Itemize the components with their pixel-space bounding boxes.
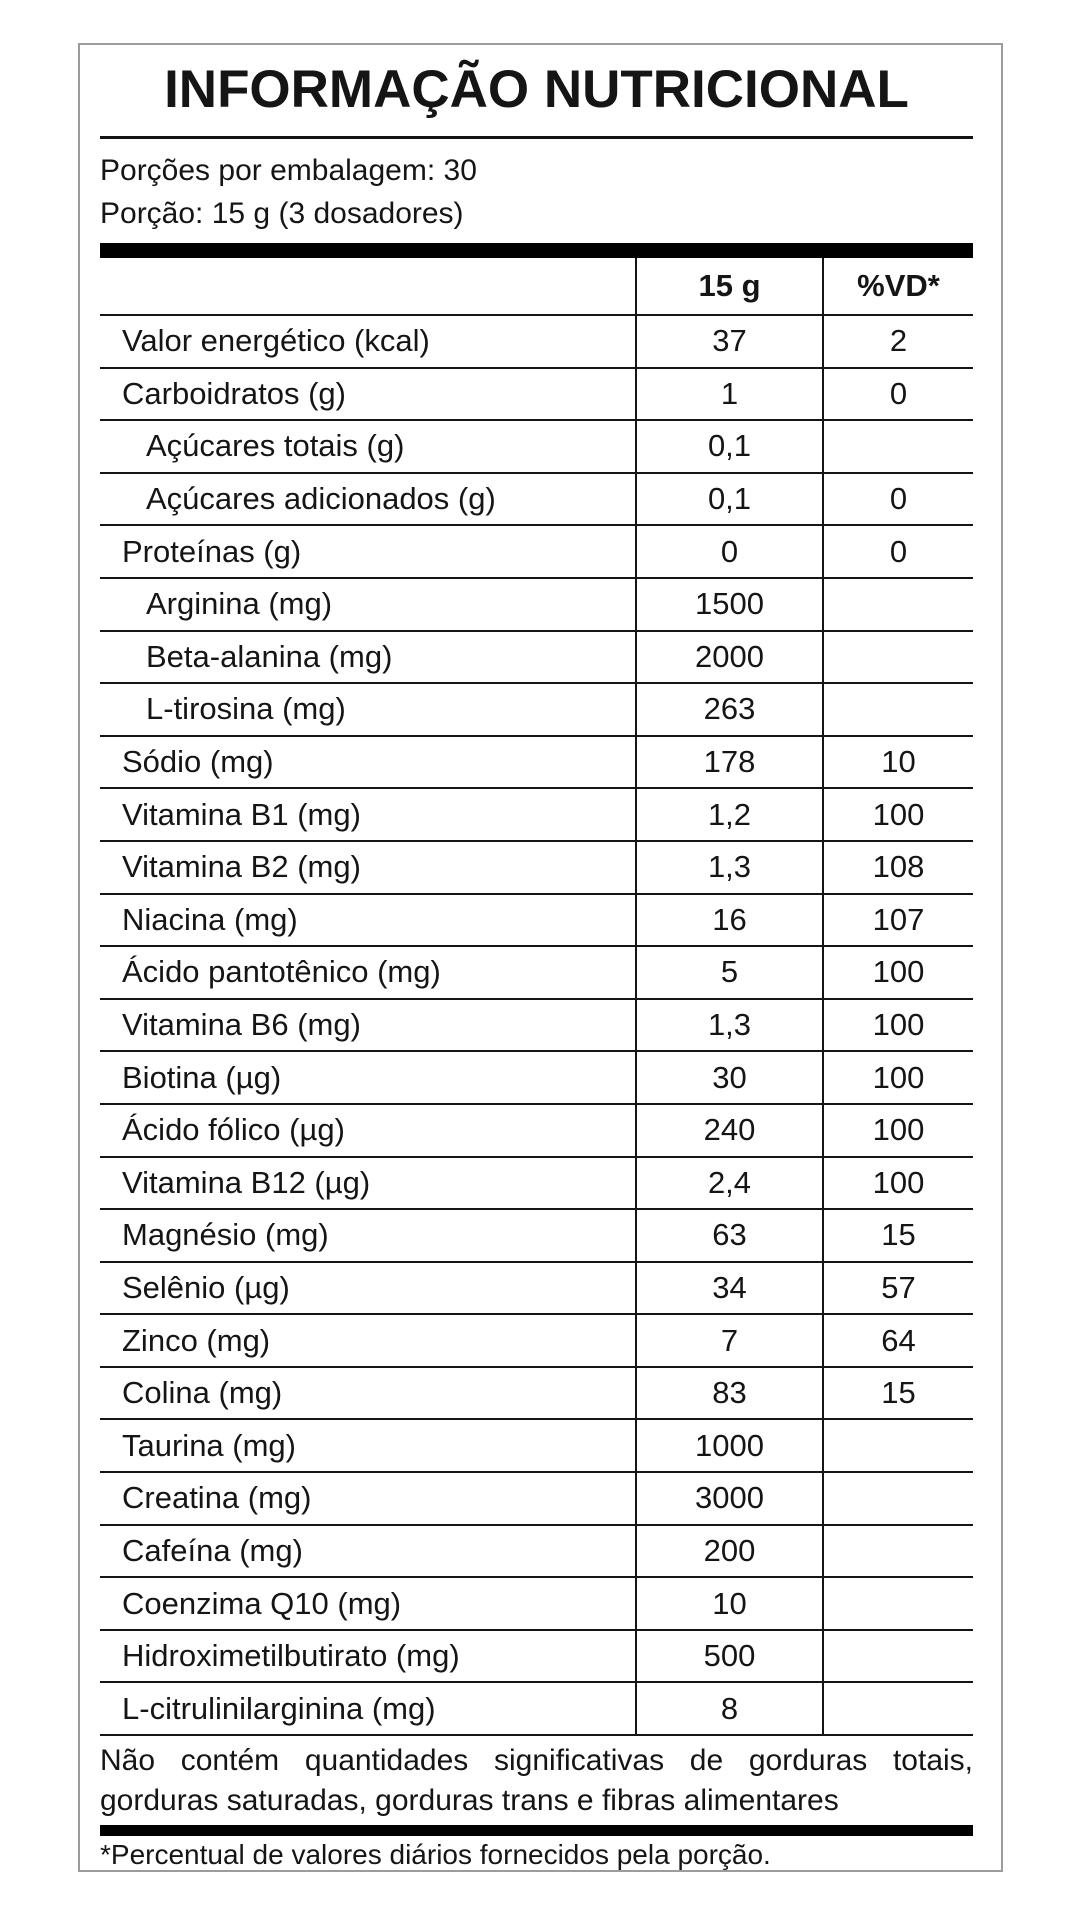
header-empty-cell — [100, 258, 635, 314]
nutrient-daily-value — [822, 630, 973, 683]
nutrient-label: Vitamina B12 (µg) — [100, 1156, 635, 1209]
nutrient-quantity: 500 — [635, 1629, 822, 1682]
nutrient-label: L-citrulinilarginina (mg) — [100, 1681, 635, 1734]
nutrient-quantity: 0,1 — [635, 419, 822, 472]
nutrient-quantity: 0 — [635, 524, 822, 577]
nutrient-label: Niacina (mg) — [100, 893, 635, 946]
nutrient-daily-value: 2 — [822, 314, 973, 367]
nutrient-daily-value: 100 — [822, 1156, 973, 1209]
no-significant-amounts-note: Não contém quantidades significativas de gorduras totais, gorduras saturadas, gorduras trans e fibras alimentares — [100, 1734, 973, 1825]
nutrient-label: L-tirosina (mg) — [100, 682, 635, 735]
nutrient-label: Beta-alanina (mg) — [100, 630, 635, 683]
nutrient-daily-value: 100 — [822, 1050, 973, 1103]
nutrient-label: Cafeína (mg) — [100, 1524, 635, 1577]
nutrient-quantity: 34 — [635, 1261, 822, 1314]
nutrient-daily-value: 100 — [822, 945, 973, 998]
nutrient-daily-value — [822, 1576, 973, 1629]
nutrient-daily-value: 0 — [822, 524, 973, 577]
nutrient-quantity: 16 — [635, 893, 822, 946]
nutrient-daily-value: 100 — [822, 787, 973, 840]
nutrient-label: Magnésio (mg) — [100, 1208, 635, 1261]
nutrient-quantity: 63 — [635, 1208, 822, 1261]
nutrient-quantity: 1000 — [635, 1418, 822, 1471]
header-quantity: 15 g — [635, 258, 822, 314]
nutrient-quantity: 1,2 — [635, 787, 822, 840]
nutrient-daily-value: 10 — [822, 735, 973, 788]
nutrient-quantity: 2,4 — [635, 1156, 822, 1209]
nutrient-daily-value: 15 — [822, 1366, 973, 1419]
nutrient-label: Creatina (mg) — [100, 1471, 635, 1524]
servings-info — [100, 149, 973, 235]
nutrient-quantity: 5 — [635, 945, 822, 998]
nutrient-daily-value: 0 — [822, 367, 973, 420]
nutrient-quantity: 37 — [635, 314, 822, 367]
nutrient-daily-value — [822, 1418, 973, 1471]
nutrient-quantity: 7 — [635, 1313, 822, 1366]
nutrient-label: Proteínas (g) — [100, 524, 635, 577]
nutrient-label: Carboidratos (g) — [100, 367, 635, 420]
daily-value-footnote: *Percentual de valores diários fornecidos pela porção. — [100, 1839, 771, 1871]
nutrient-label: Colina (mg) — [100, 1366, 635, 1419]
nutrient-quantity: 8 — [635, 1681, 822, 1734]
nutrient-quantity: 1500 — [635, 577, 822, 630]
nutrient-quantity: 1,3 — [635, 998, 822, 1051]
nutrient-label: Vitamina B2 (mg) — [100, 840, 635, 893]
nutrient-daily-value — [822, 1471, 973, 1524]
nutrient-quantity: 30 — [635, 1050, 822, 1103]
nutrient-label: Biotina (µg) — [100, 1050, 635, 1103]
label-title: INFORMAÇÃO NUTRICIONAL — [164, 60, 909, 119]
title-block — [100, 45, 973, 139]
nutrient-quantity: 1,3 — [635, 840, 822, 893]
nutrient-label: Sódio (mg) — [100, 735, 635, 788]
nutrient-daily-value: 64 — [822, 1313, 973, 1366]
nutrient-quantity: 83 — [635, 1366, 822, 1419]
nutrient-label: Taurina (mg) — [100, 1418, 635, 1471]
nutrition-table — [100, 258, 973, 1734]
servings-per-package: Porções por embalagem: 30 — [100, 154, 477, 187]
nutrient-daily-value: 108 — [822, 840, 973, 893]
nutrient-label: Ácido fólico (µg) — [100, 1103, 635, 1156]
nutrient-label: Ácido pantotênico (mg) — [100, 945, 635, 998]
nutrient-label: Açúcares adicionados (g) — [100, 472, 635, 525]
nutrient-quantity: 10 — [635, 1576, 822, 1629]
nutrient-label: Coenzima Q10 (mg) — [100, 1576, 635, 1629]
nutrient-daily-value — [822, 1524, 973, 1577]
nutrient-label: Zinco (mg) — [100, 1313, 635, 1366]
nutrient-daily-value: 100 — [822, 1103, 973, 1156]
nutrient-label: Arginina (mg) — [100, 577, 635, 630]
nutrient-daily-value: 100 — [822, 998, 973, 1051]
nutrient-daily-value: 0 — [822, 472, 973, 525]
header-daily-value: %VD* — [822, 258, 973, 314]
nutrient-quantity: 240 — [635, 1103, 822, 1156]
nutrient-quantity: 2000 — [635, 630, 822, 683]
nutrient-daily-value: 15 — [822, 1208, 973, 1261]
nutrient-label: Selênio (µg) — [100, 1261, 635, 1314]
separator-bar-top — [100, 243, 973, 258]
nutrient-quantity: 1 — [635, 367, 822, 420]
nutrient-label: Vitamina B1 (mg) — [100, 787, 635, 840]
nutrient-quantity: 263 — [635, 682, 822, 735]
portion-size: Porção: 15 g (3 dosadores) — [100, 197, 464, 230]
nutrient-daily-value — [822, 419, 973, 472]
nutrient-label: Valor energético (kcal) — [100, 314, 635, 367]
nutrition-label — [78, 43, 1003, 1872]
nutrient-daily-value — [822, 1629, 973, 1682]
nutrient-label: Vitamina B6 (mg) — [100, 998, 635, 1051]
nutrient-label: Açúcares totais (g) — [100, 419, 635, 472]
nutrient-quantity: 3000 — [635, 1471, 822, 1524]
nutrient-quantity: 178 — [635, 735, 822, 788]
nutrient-daily-value — [822, 1681, 973, 1734]
nutrient-quantity: 0,1 — [635, 472, 822, 525]
nutrient-daily-value: 107 — [822, 893, 973, 946]
nutrient-label: Hidroximetilbutirato (mg) — [100, 1629, 635, 1682]
nutrient-daily-value: 57 — [822, 1261, 973, 1314]
separator-bar-bottom — [100, 1825, 973, 1836]
nutrient-quantity: 200 — [635, 1524, 822, 1577]
nutrient-daily-value — [822, 577, 973, 630]
nutrient-daily-value — [822, 682, 973, 735]
